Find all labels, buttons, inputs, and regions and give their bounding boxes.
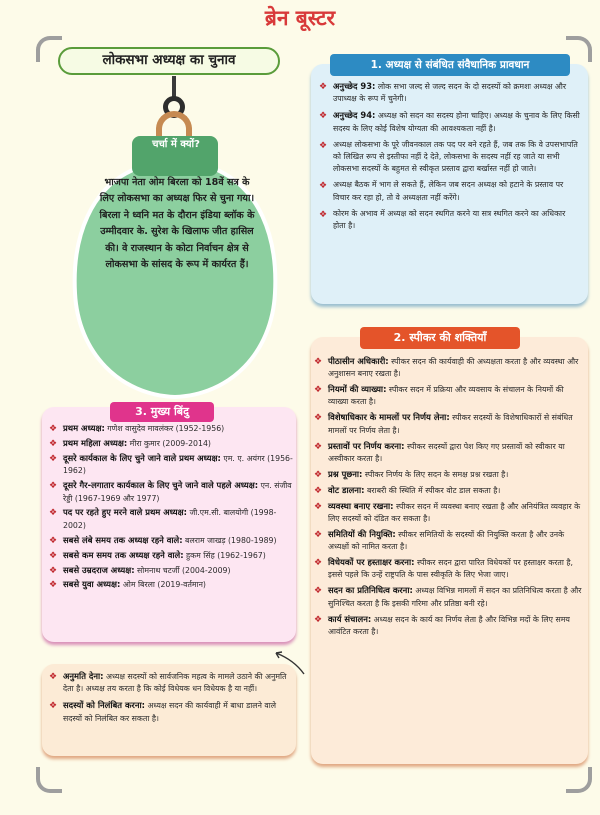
provisions-list (318, 80, 580, 236)
item-text: बराबरी की स्थिति में स्पीकर वोट डाल सकता है। (364, 485, 501, 495)
item-text: कोरम के अभाव में अध्यक्ष को सदन स्थगित करने या सत्र स्थगित करने का अधिकार होता है। (333, 208, 566, 231)
list-item (313, 484, 586, 497)
item-label: पीठासीन अधिकारी: (328, 356, 389, 366)
item-label: विशेषाधिकार के मामलों पर निर्णय लेना: (328, 412, 450, 423)
bullet-icon: ❖ (49, 424, 58, 434)
bullet-icon: ❖ (49, 550, 58, 561)
frame-corner (36, 767, 62, 793)
item-text: गणेश वासुदेव मावलंकर (1952-1956) (104, 424, 225, 433)
item-text: ओम बिरला (2019-वर्तमान) (120, 580, 206, 590)
bullet-icon: ❖ (314, 614, 323, 625)
item-label: अनुच्छेद 93: (333, 81, 376, 91)
bullet-icon: ❖ (49, 672, 58, 682)
item-text: अध्यक्ष विभिन्न मामलों में सदन का प्रतिनिधित्व करता है और सुनिश्चित करता है कि इसकी गरिमा और प्रतिष्ठा बनी रहे। (328, 586, 582, 608)
item-text: हुकम सिंह (1962-1967) (183, 550, 266, 560)
item-text: स्पीकर सदन की कार्यवाही की अध्यक्षता करता है और व्यवस्था और अनुशासन बनाए रखता है। (328, 357, 579, 379)
page-title: ब्रेन बूस्टर (264, 6, 336, 30)
list-item (318, 208, 580, 233)
item-label: व्यवस्था बनाए रखना: (328, 500, 394, 511)
item-text: सोमनाथ चटर्जी (2004-2009) (134, 565, 231, 575)
item-label: कार्य संचालन: (328, 613, 372, 624)
bullet-icon: ❖ (319, 181, 328, 192)
arrow-icon (268, 648, 308, 678)
item-text: स्पीकर सदस्यों द्वारा पेश किए गए प्रस्तावों को स्वीकार या अस्वीकार करता है। (328, 441, 565, 463)
list-item (48, 564, 294, 577)
bullet-icon: ❖ (319, 209, 328, 220)
item-text: बलराम जाखड़ (1980-1989) (182, 535, 277, 545)
bulb-text: भाजपा नेता ओम बिरला को 18वें सत्र के लिए लोकसभा का अध्यक्ष फिर से चुना गया। बिरला ने ध्वनि मत के दौरान इंडिया ब्लॉक के उम्मीदवार के. सुरेश के खिलाफ जीत हासिल की। वे राजस्थान के कोटा निर्वाचन क्षेत्र से लोकसभा के सांसद के रूप में कार्यरत हैं। (99, 177, 255, 271)
item-label: प्रश्न पूछना: (328, 468, 363, 479)
item-text: अध्यक्ष को सदन का सदस्य होना चाहिए। अध्यक्ष के चुनाव के लिए किसी सदस्य के लिए कोई विशेष योग्यता की आवश्यकता नहीं है। (333, 111, 580, 133)
item-text: जी.एम.सी. बालयोगी (1998-2002) (63, 508, 277, 530)
item-label: प्रथम महिला अध्यक्ष: (63, 437, 128, 448)
item-label: सदन का प्रतिनिधित्व करना: (328, 585, 413, 596)
list-item (313, 556, 586, 581)
bullet-icon: ❖ (314, 441, 323, 452)
bullet-icon: ❖ (49, 508, 58, 519)
item-label: सबसे युवा अध्यक्ष: (63, 579, 121, 590)
item-text: अध्यक्ष सदन के कार्य का निर्णय लेता है और विभिन्न मदों के लिए समय आवंटित करता है। (328, 614, 570, 636)
list-item (313, 383, 586, 408)
list-item (313, 468, 586, 481)
item-label: दूसरे गैर-लगातार कार्यकाल के लिए चुने जाने वाले पहले अध्यक्ष: (63, 480, 259, 491)
item-label: समितियों की नियुक्ति: (328, 529, 396, 540)
bullet-icon: ❖ (49, 701, 58, 712)
bullet-icon: ❖ (49, 580, 58, 591)
key-points-list (48, 422, 294, 593)
topic-title: लोकसभा अध्यक्ष का चुनाव (58, 47, 280, 75)
bullet-icon: ❖ (314, 501, 323, 512)
list-item (48, 452, 294, 478)
item-text: अध्यक्ष लोकसभा के पूरे जीवनकाल तक पद पर बने रहते हैं, जब तक कि वे उपसभापति को लिखित रूप से इस्तीफा नहीं दे देते, लोकसभा के सदस्य नहीं रह जाते या सभी लोकसभा सदस्यों के बहुमत से स्वीकृत प्रस्ताव द्वारा बर्खास्त नहीं हो जाते। (333, 139, 578, 174)
item-text: स्पीकर सदन द्वारा पारित विधेयकों पर हस्ताक्षर करता है, इससे पहले कि उन्हें राष्ट्रपति के पास स्वीकृति के लिए भेजा जाए। (328, 558, 573, 580)
list-item (313, 613, 586, 638)
bullet-icon: ❖ (49, 481, 58, 492)
powers-heading: 2. स्पीकर की शक्तियाँ (360, 327, 520, 349)
item-text: स्पीकर सदस्यों के विशेषाधिकारों से संबंधित मामलों पर निर्णय लेता है। (328, 413, 573, 435)
bullet-icon: ❖ (319, 111, 328, 122)
item-text: अध्यक्ष सदस्यों को सार्वजनिक महत्व के मामले उठाने की अनुमति देता है। अध्यक्ष तय करता है कि कोई विधेयक धन विधेयक है या नहीं। (63, 672, 287, 694)
list-item (313, 528, 586, 553)
list-item (48, 534, 294, 547)
bullet-icon: ❖ (319, 140, 328, 151)
list-item (313, 440, 586, 465)
list-item (313, 500, 586, 525)
extra-powers-list (48, 670, 294, 729)
list-item (318, 80, 580, 106)
key-points-heading: 3. मुख्य बिंदु (110, 402, 214, 422)
item-label: सबसे कम समय तक अध्यक्ष रहने वाले: (63, 549, 184, 560)
list-item (48, 699, 294, 725)
list-item (318, 179, 580, 204)
item-label: प्रथम अध्यक्ष: (63, 423, 105, 433)
bullet-icon: ❖ (314, 385, 323, 396)
item-text: स्पीकर समितियों के सदस्यों की नियुक्ति करता है और उनके अध्यक्षों को नामित करता है। (328, 530, 565, 552)
list-item (48, 422, 294, 435)
bullet-icon: ❖ (49, 453, 58, 464)
bullet-icon: ❖ (49, 535, 58, 546)
item-text: एम. ए. अयंगर (1956-1962) (63, 453, 293, 476)
bullet-icon: ❖ (314, 530, 323, 541)
bullet-icon: ❖ (49, 565, 58, 576)
item-text: अध्यक्ष बैठक में भाग ले सकते हैं, लेकिन जब सदन अध्यक्ष को हटाने के प्रस्ताव पर विचार कर रहा हो, तो वे अध्यक्षता नहीं करेंगे। (333, 180, 564, 202)
item-text: मीरा कुमार (2009-2014) (127, 438, 211, 448)
bullet-icon: ❖ (314, 586, 323, 597)
list-item (48, 479, 294, 505)
item-text: अध्यक्ष सदन की कार्यवाही में बाधा डालने वाले सदस्यों को निलंबित कर सकता है। (63, 701, 277, 723)
item-label: अनुमति देना: (63, 671, 104, 681)
bullet-icon: ❖ (314, 413, 323, 424)
item-label: प्रस्तावों पर निर्णय करना: (328, 440, 405, 451)
item-label: सबसे लंबे समय तक अध्यक्ष रहने वाले: (63, 534, 183, 545)
item-label: सबसे उम्रदराज अध्यक्ष: (63, 564, 135, 575)
list-item (48, 670, 294, 696)
provisions-heading: 1. अध्यक्ष से संबंधित संवैधानिक प्रावधान (330, 54, 570, 76)
bulb-caption: चर्चा में क्यों? (152, 139, 200, 150)
bullet-icon: ❖ (314, 357, 323, 367)
bullet-icon: ❖ (314, 469, 323, 480)
item-text: स्पीकर सदन में व्यवस्था बनाए रखता है और अनियंत्रित व्यवहार के लिए सदस्यों को दंडित कर सकता है। (328, 501, 581, 524)
powers-list (313, 355, 586, 641)
list-item (48, 437, 294, 450)
list-item (313, 411, 586, 436)
item-label: वोट डालना: (328, 484, 365, 495)
frame-corner (566, 767, 592, 793)
list-item (318, 139, 580, 176)
list-item (313, 584, 586, 609)
list-item (313, 355, 586, 380)
item-text: स्पीकर निर्णय के लिए सदन के समक्ष प्रश्न रखता है। (362, 469, 509, 479)
item-label: अनुच्छेद 94: (333, 110, 376, 121)
item-label: पद पर रहते हुए मरने वाले प्रथम अध्यक्ष: (63, 507, 187, 518)
list-item (48, 506, 294, 532)
bullet-icon: ❖ (314, 485, 323, 496)
item-label: विधेयकों पर हस्ताक्षर करना: (328, 557, 415, 568)
item-text: स्पीकर सदन में प्रक्रिया और व्यवसाय के संचालन के नियमों की व्याख्या करता है। (328, 385, 564, 407)
bullet-icon: ❖ (49, 438, 58, 449)
list-item (318, 109, 580, 135)
list-item (48, 549, 294, 562)
item-label: दूसरे कार्यकाल के लिए चुने जाने वाले प्रथम अध्यक्ष: (63, 452, 221, 463)
item-label: सदस्यों को निलंबित करना: (63, 700, 145, 711)
item-text: लोक सभा जल्द से जल्द सदन के दो सदस्यों को क्रमशः अध्यक्ष और उपाध्यक्ष के रूप में चुनेगी। (333, 82, 567, 104)
list-item (48, 578, 294, 591)
item-label: नियमों की व्याख्या: (328, 384, 387, 395)
item-text: एन. संजीव रेड्डी (1967-1969 और 1977) (63, 481, 292, 503)
bullet-icon: ❖ (314, 558, 323, 569)
bullet-icon: ❖ (319, 82, 328, 92)
